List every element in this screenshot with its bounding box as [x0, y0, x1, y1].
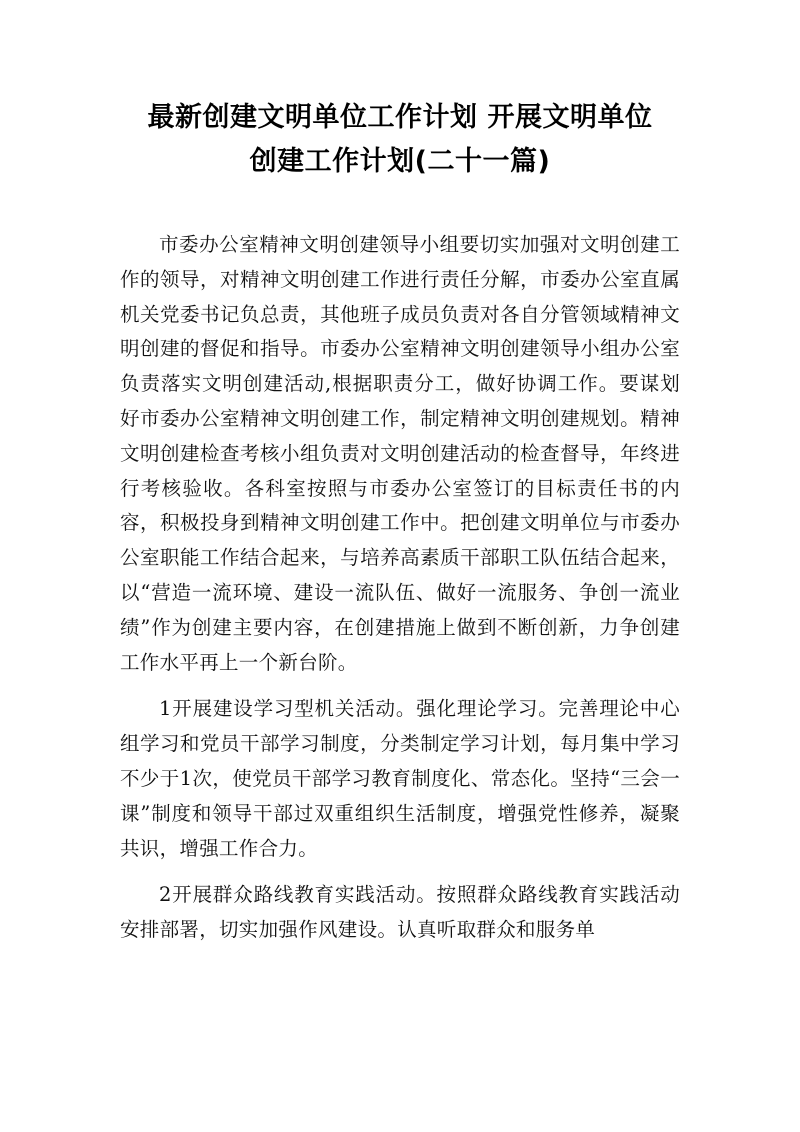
title-line-2: 创建工作计划(二十一篇) — [249, 146, 551, 177]
document-title — [100, 96, 700, 184]
paragraph-item-1: 1开展建设学习型机关活动。强化理论学习。完善理论中心组学习和党员干部学习制度，分类制定学习计划，每月集中学习不少于1次，使党员干部学习教育制度化、常态化。坚持“三会一课”制度和领导干部过双重组织生活制度，增强党性修养，凝聚共识，增强工作合力。 — [120, 697, 680, 860]
paragraph-item-2: 2开展群众路线教育实践活动。按照群众路线教育实践活动安排部署，切实加强作风建设。认真听取群众和服务单 — [120, 883, 680, 942]
title-line-1: 最新创建文明单位工作计划 开展文明单位 — [147, 102, 653, 133]
paragraph-intro: 市委办公室精神文明创建领导小组要切实加强对文明创建工作的领导，对精神文明创建工作进行责任分解，市委办公室直属机关党委书记负总责，其他班子成员负责对各自分管领域精神文明创建的督促和指导。市委办公室精神文明创建领导小组办公室负责落实文明创建活动,根据职责分工，做好协调工作。要谋划好市委办公室精神文明创建工作，制定精神文明创建规划。精神文明创建检查考核小组负责对文明创建活动的检查督导，年终进行考核验收。各科室按照与市委办公室签订的目标责任书的内容，积极投身到精神文明创建工作中。把创建文明单位与市委办公室职能工作结合起来，与培养高素质干部职工队伍结合起来，以“营造一流环境、建设一流队伍、做好一流服务、争创一流业绩”作为创建主要内容，在创建措施上做到不断创新，力争创建工作水平再上一个新台阶。 — [120, 233, 680, 674]
document-body — [120, 228, 680, 960]
